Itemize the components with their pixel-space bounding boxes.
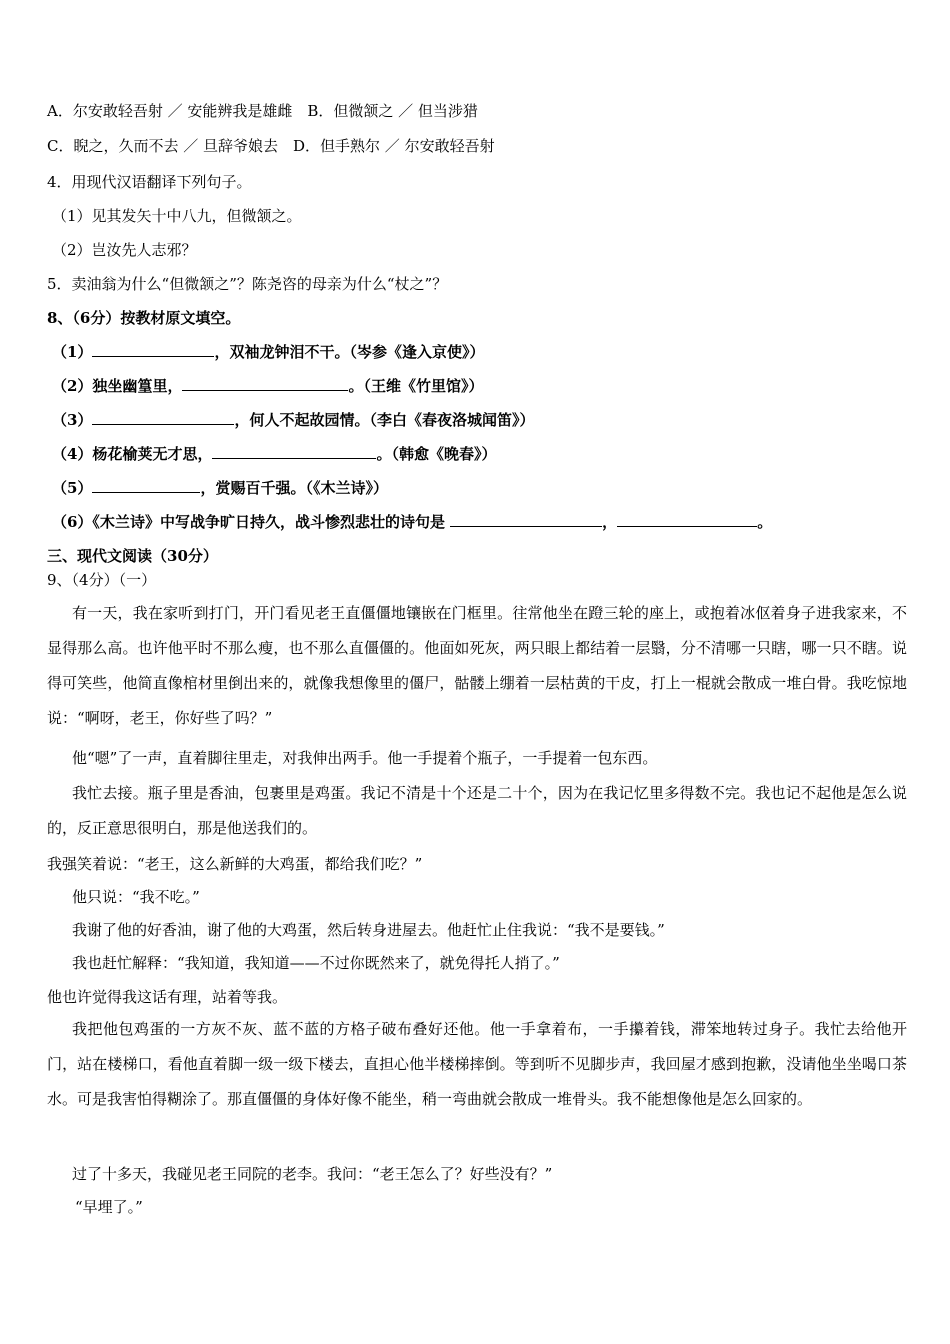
answer-blank[interactable] (92, 410, 234, 425)
fill-item-1 (52, 342, 484, 362)
passage-paragraph-2: 他“嗯”了一声，直着脚往里走，对我伸出两手。他一手提着个瓶子，一手提着一包东西。 (72, 749, 658, 767)
answer-blank[interactable] (182, 376, 348, 391)
fill-item-5-prefix: （5） (52, 479, 93, 497)
passage-paragraph-6: 我谢了他的好香油，谢了他的大鸡蛋，然后转身进屋去。他赶忙止住我说：“我不是要钱。” (72, 921, 665, 939)
answer-blank[interactable] (212, 444, 376, 459)
fill-item-3-suffix: ，何人不起故园情。（李白《春夜洛城闻笛》） (234, 411, 535, 429)
answer-blank[interactable] (617, 512, 757, 527)
fill-item-4 (52, 444, 496, 464)
fill-item-6 (52, 512, 772, 532)
fill-item-5-suffix: ，赏赐百千强。（《木兰诗》） (200, 479, 388, 497)
fill-item-6-separator: ， (602, 513, 618, 531)
question-5: 5．卖油翁为什么“但微颔之”？陈尧咨的母亲为什么“杖之”？ (47, 275, 448, 293)
fill-item-1-suffix: ，双袖龙钟泪不干。（岑参《逢入京使》） (214, 343, 485, 361)
passage-paragraph-4: 我强笑着说：“老王，这么新鲜的大鸡蛋，都给我们吃？” (47, 855, 423, 873)
answer-blank[interactable] (92, 478, 200, 493)
passage-paragraph-5: 他只说：“我不吃。” (72, 888, 200, 906)
fill-item-2-suffix: 。（王维《竹里馆》） (348, 377, 484, 395)
question-4-title: 4．用现代汉语翻译下列句子。 (47, 173, 252, 191)
passage-paragraph-1: 有一天，我在家听到打门，开门看见老王直僵僵地镶嵌在门框里。往常他坐在蹬三轮的座上，或抱着冰伛着身子进我家来，不显得那么高。也许他平时不那么瘦，也不那么直僵僵的。他面如死灰，两只眼上都结着一层翳，分不清哪一只瞎，哪一只不瞎。说得可笑些，他简直像棺材里倒出来的，就像我想像里的僵尸，骷髅上绷着一层枯黄的干皮，打上一棍就会散成一堆白骨。我吃惊地说：“啊呀，老王，你好些了吗？” (47, 604, 907, 727)
fill-item-3-prefix: （3） (52, 411, 93, 429)
fill-item-5 (52, 478, 388, 498)
option-line-ab: A．尔安敢轻吾射 ／ 安能辨我是雄雌 B．但微颔之 ／ 但当涉猎 (47, 102, 478, 120)
passage-paragraph-7: 我也赶忙解释：“我知道，我知道——不过你既然来了，就免得托人捎了。” (72, 954, 560, 972)
fill-item-6-suffix: 。 (757, 513, 773, 531)
fill-item-4-suffix: 。（韩愈《晚春》） (376, 445, 497, 463)
section-3-heading: 三、现代文阅读（30分） (47, 547, 218, 565)
fill-item-4-prefix: （4）杨花榆荚无才思， (52, 445, 213, 463)
passage-paragraph-10: 过了十多天，我碰见老王同院的老李。我问：“老王怎么了？好些没有？” (72, 1165, 553, 1183)
passage-paragraph-11: “早埋了。” (75, 1198, 143, 1216)
passage-paragraph-8: 他也许觉得我这话有理，站着等我。 (47, 988, 288, 1006)
question-9-title: 9、（4分）（一） (47, 571, 157, 589)
fill-item-1-prefix: （1） (52, 343, 93, 361)
question-4-item-1: （1）见其发矢十中八九，但微颔之。 (52, 207, 302, 225)
fill-item-2-prefix: （2）独坐幽篁里， (52, 377, 183, 395)
passage-paragraph-9: 我把他包鸡蛋的一方灰不灰、蓝不蓝的方格子破布叠好还他。他一手拿着布，一手攥着钱，滞笨地转过身子。我忙去给他开门，站在楼梯口，看他直着脚一级一级下楼去，直担心他半楼梯摔倒。等到听不见脚步声，我回屋才感到抱歉，没请他坐坐喝口茶水。可是我害怕得糊涂了。那直僵僵的身体好像不能坐，稍一弯曲就会散成一堆骨头。我不能想像他是怎么回家的。 (47, 1020, 907, 1108)
answer-blank[interactable] (92, 342, 214, 357)
fill-item-2 (52, 376, 483, 396)
passage-paragraph-3: 我忙去接。瓶子里是香油，包裹里是鸡蛋。我记不清是十个还是二十个，因为在我记忆里多得数不完。我也记不起他是怎么说的，反正意思很明白，那是他送我们的。 (47, 784, 907, 837)
fill-item-3 (52, 410, 534, 430)
option-line-cd: C．睨之，久而不去 ／ 旦辞爷娘去 D．但手熟尔 ／ 尔安敢轻吾射 (47, 137, 495, 155)
question-4-item-2: （2）岂汝先人志邪？ (52, 241, 197, 259)
fill-item-6-prefix: （6）《木兰诗》中写战争旷日持久，战斗惨烈悲壮的诗句是 (52, 513, 451, 531)
answer-blank[interactable] (450, 512, 602, 527)
question-8-title: 8、（6分）按教材原文填空。 (47, 309, 241, 327)
